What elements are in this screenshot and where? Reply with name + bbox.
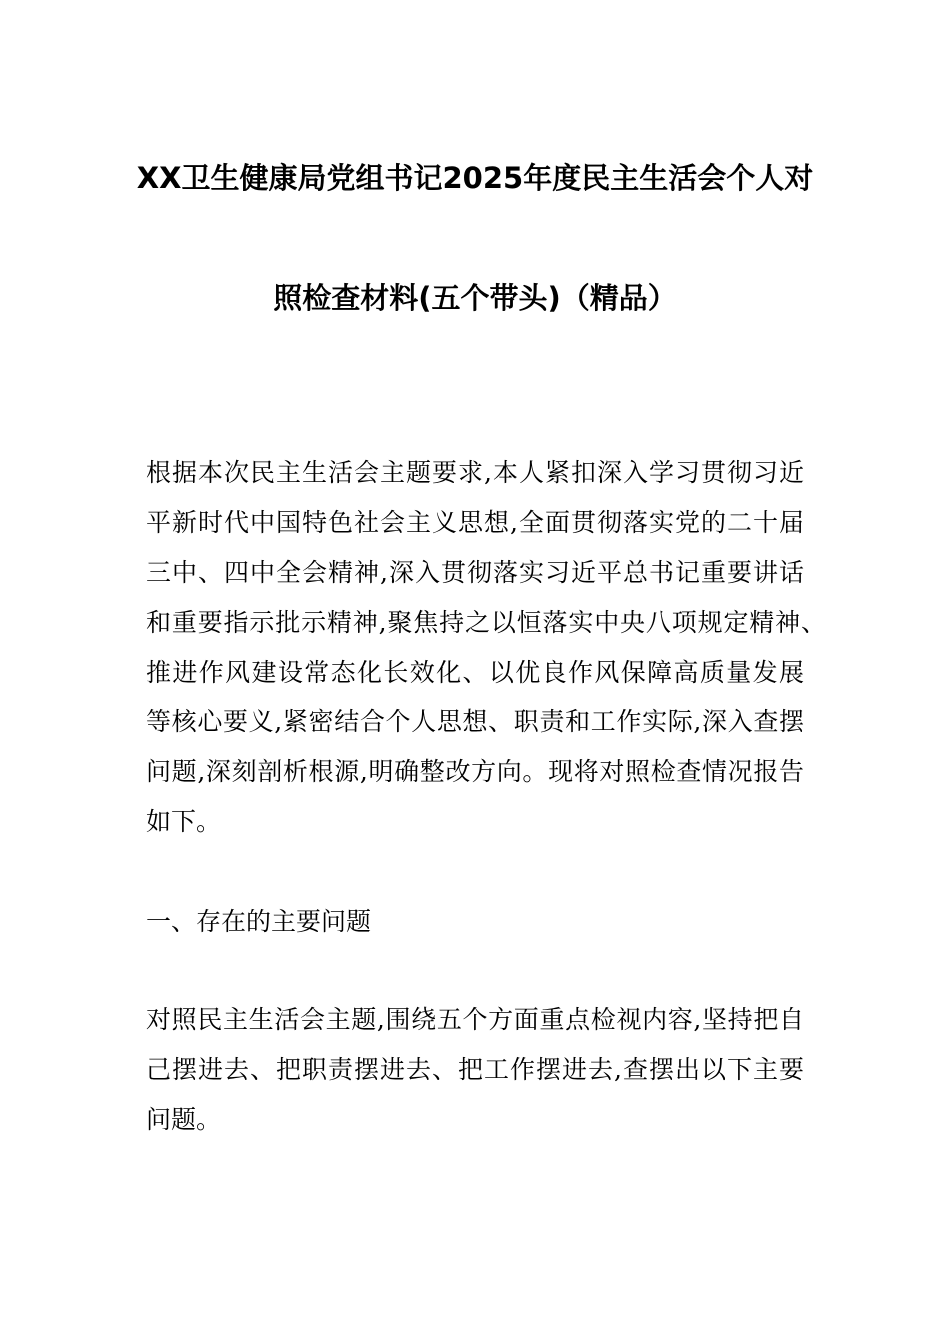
paragraph-line: 等核心要义,紧密结合个人思想、职责和工作实际,深入查摆 (146, 707, 804, 736)
paragraph-line: 三中、四中全会精神,深入贯彻落实习近平总书记重要讲话 (146, 558, 804, 587)
paragraph-line: 平新时代中国特色社会主义思想,全面贯彻落实党的二十届 (146, 508, 804, 537)
document-title-line-2: 照检查材料(五个带头)（精品） (273, 281, 677, 315)
paragraph-line: 己摆进去、把职责摆进去、把工作摆进去,查摆出以下主要 (146, 1055, 804, 1084)
section-heading: 一、存在的主要问题 (146, 907, 372, 936)
paragraph-line: 问题,深刻剖析根源,明确整改方向。现将对照检查情况报告 (146, 757, 804, 786)
document-title-line-1: XX卫生健康局党组书记2025年度民主生活会个人对 (136, 161, 814, 195)
paragraph-line: 对照民主生活会主题,围绕五个方面重点检视内容,坚持把自 (146, 1005, 804, 1034)
paragraph-line: 推进作风建设常态化长效化、以优良作风保障高质量发展 (146, 658, 804, 687)
paragraph-line: 问题。 (146, 1105, 222, 1134)
paragraph-line: 如下。 (146, 807, 222, 836)
paragraph-line: 根据本次民主生活会主题要求,本人紧扣深入学习贯彻习近 (146, 458, 804, 487)
paragraph-line: 和重要指示批示精神,聚焦持之以恒落实中央八项规定精神、 (146, 608, 826, 637)
